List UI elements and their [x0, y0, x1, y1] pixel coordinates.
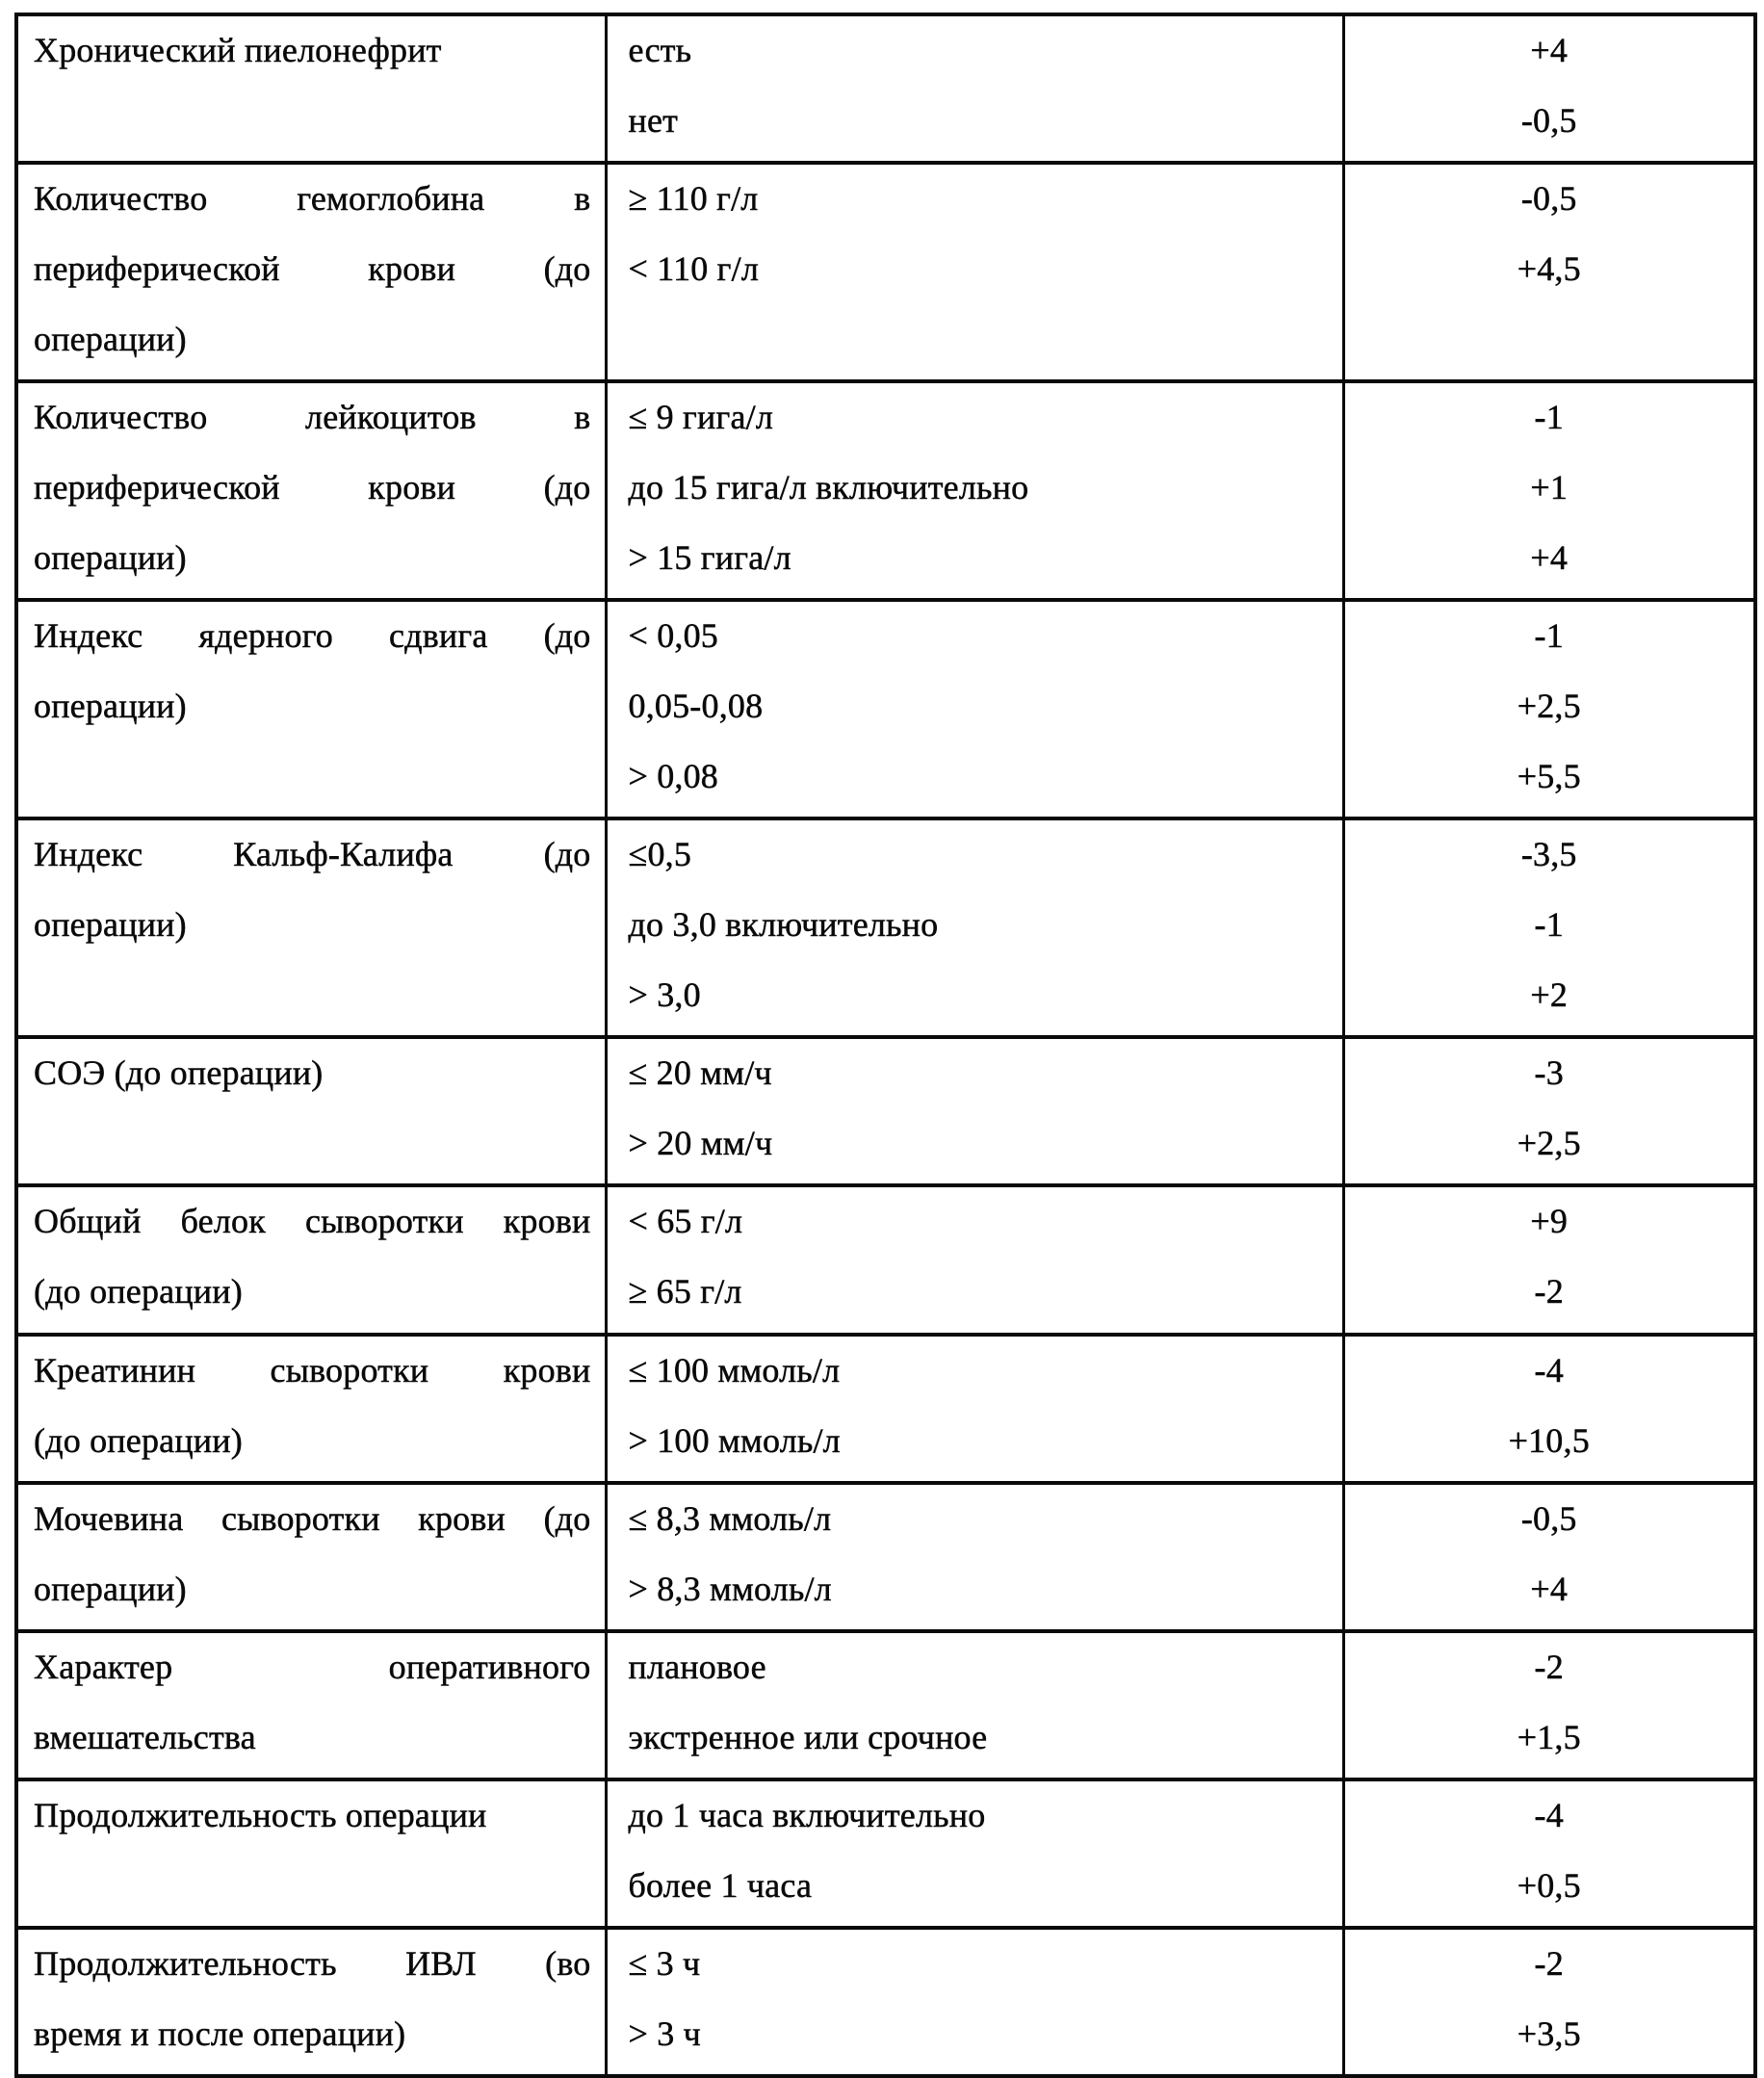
value-line: ≤ 3 ч: [628, 1944, 701, 1983]
factor-line: Характер оперативного: [34, 1648, 591, 1686]
factor-line: (до операции): [34, 1272, 243, 1311]
score-line: -0,5: [1520, 179, 1577, 218]
table-row-4: [16, 600, 1755, 818]
factor-line: Индекс Кальф-Калифа (до: [34, 835, 591, 873]
scores-cell: [1343, 1928, 1755, 2076]
score-line: +10,5: [1508, 1421, 1590, 1460]
values-cell: [606, 1335, 1343, 1483]
score-line: -3: [1534, 1053, 1564, 1092]
value-line: до 1 часа включительно: [628, 1796, 986, 1834]
value-line: ≤0,5: [628, 835, 692, 873]
score-line: -2: [1534, 1944, 1564, 1983]
value-line: > 8,3 ммоль/л: [628, 1570, 832, 1608]
factor-cell: [16, 1928, 606, 2076]
factor-line: периферической крови (до: [34, 249, 591, 288]
factor-line: (до операции): [34, 1421, 243, 1460]
score-line: +9: [1530, 1202, 1569, 1240]
scores-cell: [1343, 818, 1755, 1037]
factor-cell: [16, 600, 606, 818]
score-line: +4: [1530, 1570, 1569, 1608]
factor-line: операции): [34, 905, 187, 944]
values-cell: [606, 1928, 1343, 2076]
table-row-2: [16, 163, 1755, 381]
factor-cell: [16, 1185, 606, 1335]
factor-cell: [16, 163, 606, 381]
score-line: +1: [1530, 468, 1569, 507]
score-line: -0,5: [1520, 1499, 1577, 1538]
factor-cell: [16, 14, 606, 163]
factor-line: периферической крови (до: [34, 468, 591, 507]
value-line: ≥ 110 г/л: [628, 179, 759, 218]
value-line: > 3 ч: [628, 2014, 701, 2053]
score-line: +4: [1530, 538, 1569, 577]
values-cell: [606, 1631, 1343, 1779]
value-line: ≤ 9 гига/л: [628, 398, 773, 436]
scores-cell: [1343, 600, 1755, 818]
values-cell: [606, 1483, 1343, 1631]
value-line: > 15 гига/л: [628, 538, 791, 577]
value-line: нет: [628, 101, 679, 140]
score-line: -1: [1534, 616, 1564, 655]
table-row-12: [16, 1928, 1755, 2076]
values-cell: [606, 818, 1343, 1037]
factor-cell: [16, 381, 606, 600]
factor-line: Количество гемоглобина в: [34, 179, 591, 218]
score-line: +2,5: [1517, 1124, 1581, 1162]
value-line: более 1 часа: [628, 1866, 813, 1905]
scores-cell: [1343, 1335, 1755, 1483]
score-line: -4: [1534, 1351, 1564, 1390]
scores-cell: [1343, 1779, 1755, 1928]
scores-cell: [1343, 1483, 1755, 1631]
value-line: > 3,0: [628, 975, 701, 1014]
score-line: +0,5: [1517, 1866, 1581, 1905]
value-line: < 110 г/л: [628, 249, 759, 288]
score-line: +4,5: [1517, 249, 1581, 288]
score-line: -1: [1534, 905, 1564, 944]
factor-line: СОЭ (до операции): [34, 1053, 324, 1092]
factor-line: Индекс ядерного сдвига (до: [34, 616, 591, 655]
factor-line: Креатинин сыворотки крови: [34, 1351, 591, 1390]
values-cell: [606, 600, 1343, 818]
values-cell: [606, 14, 1343, 163]
value-line: есть: [628, 31, 692, 69]
factor-line: Количество лейкоцитов в: [34, 398, 591, 436]
risk-score-table: [14, 13, 1757, 2078]
score-line: -0,5: [1520, 101, 1577, 140]
values-cell: [606, 381, 1343, 600]
factor-line: время и после операции): [34, 2014, 406, 2053]
factor-line: операции): [34, 687, 187, 725]
table-row-5: [16, 818, 1755, 1037]
factor-cell: [16, 1779, 606, 1928]
score-line: -1: [1534, 398, 1564, 436]
value-line: > 100 ммоль/л: [628, 1421, 841, 1460]
factor-cell: [16, 1631, 606, 1779]
factor-cell: [16, 818, 606, 1037]
factor-line: операции): [34, 538, 187, 577]
score-line: -2: [1534, 1648, 1564, 1686]
table-row-1: [16, 14, 1755, 163]
score-line: +1,5: [1517, 1718, 1581, 1756]
score-line: -4: [1534, 1796, 1564, 1834]
value-line: экстренное или срочное: [628, 1718, 988, 1756]
factor-line: вмешательства: [34, 1718, 256, 1756]
value-line: до 15 гига/л включительно: [628, 468, 1029, 507]
score-line: +3,5: [1517, 2014, 1581, 2053]
scores-cell: [1343, 381, 1755, 600]
table-row-11: [16, 1779, 1755, 1928]
value-line: ≤ 20 мм/ч: [628, 1053, 772, 1092]
factor-cell: [16, 1335, 606, 1483]
value-line: < 65 г/л: [628, 1202, 743, 1240]
values-cell: [606, 163, 1343, 381]
table-row-8: [16, 1335, 1755, 1483]
value-line: ≤ 100 ммоль/л: [628, 1351, 841, 1390]
table-row-6: [16, 1037, 1755, 1185]
scores-cell: [1343, 1631, 1755, 1779]
table-row-7: [16, 1185, 1755, 1335]
score-line: +5,5: [1517, 757, 1581, 795]
scores-cell: [1343, 1037, 1755, 1185]
factor-cell: [16, 1037, 606, 1185]
scores-cell: [1343, 14, 1755, 163]
value-line: 0,05-0,08: [628, 687, 764, 725]
table-row-3: [16, 381, 1755, 600]
value-line: до 3,0 включительно: [628, 905, 939, 944]
score-line: +2: [1530, 975, 1569, 1014]
scores-cell: [1343, 1185, 1755, 1335]
factor-line: операции): [34, 1570, 187, 1608]
value-line: > 0,08: [628, 757, 719, 795]
factor-line: операции): [34, 320, 187, 358]
value-line: > 20 мм/ч: [628, 1124, 773, 1162]
score-line: +2,5: [1517, 687, 1581, 725]
values-cell: [606, 1779, 1343, 1928]
score-line: -2: [1534, 1272, 1564, 1311]
values-cell: [606, 1185, 1343, 1335]
factor-line: Общий белок сыворотки крови: [34, 1202, 591, 1240]
value-line: плановое: [628, 1648, 766, 1686]
factor-line: Мочевина сыворотки крови (до: [34, 1499, 591, 1538]
table-row-9: [16, 1483, 1755, 1631]
score-line: +4: [1530, 31, 1569, 69]
scores-cell: [1343, 163, 1755, 381]
factor-cell: [16, 1483, 606, 1631]
values-cell: [606, 1037, 1343, 1185]
factor-line: Продолжительность операции: [34, 1796, 487, 1834]
value-line: ≤ 8,3 ммоль/л: [628, 1499, 832, 1538]
score-line: -3,5: [1520, 835, 1577, 873]
value-line: ≥ 65 г/л: [628, 1272, 742, 1311]
factor-line: Хронический пиелонефрит: [34, 31, 442, 69]
table-row-10: [16, 1631, 1755, 1779]
value-line: < 0,05: [628, 616, 719, 655]
factor-line: Продолжительность ИВЛ (во: [34, 1944, 591, 1983]
